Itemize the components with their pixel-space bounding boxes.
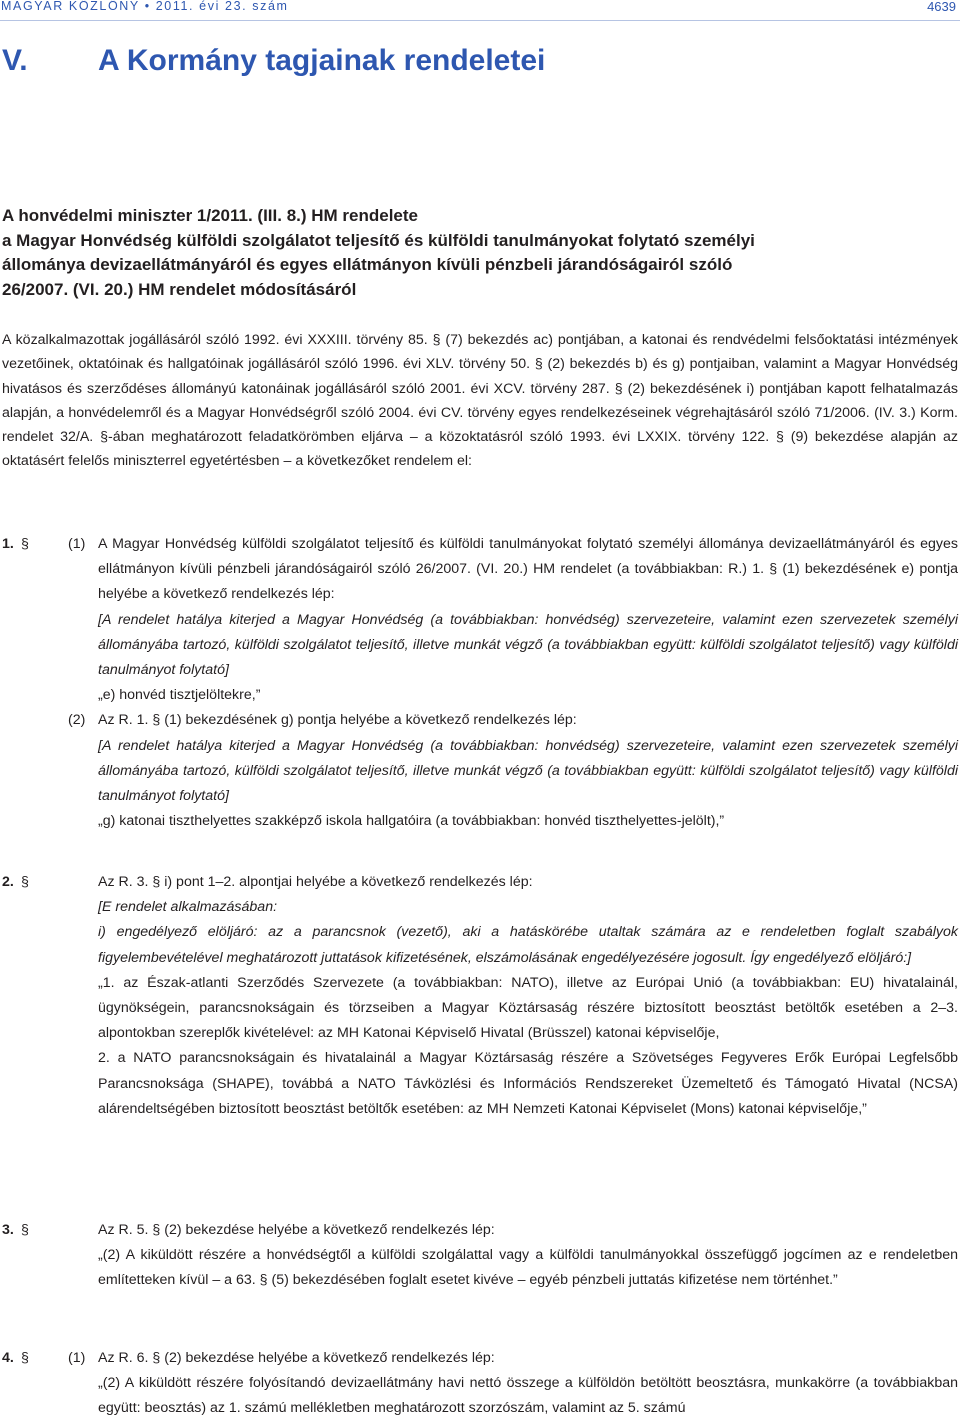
amendment-context: [A rendelet hatálya kiterjed a Magyar Honvédség (a továbbiakban: honvédség) szervezeteire, valamint ezen szervezetek személyi állományába tartozó, külföldi szolgálatot teljesítő, illetve munkát végző (a továbbiakban együtt: külföldi szolgálatot teljesítő) vagy külföldi tanulmányot folytató]: [98, 737, 958, 805]
section-title: A Kormány tagjainak rendeletei: [98, 44, 546, 77]
article-4-body: [98, 1346, 958, 1422]
page-number: 4639: [927, 0, 956, 14]
section-symbol: §: [21, 1350, 29, 1366]
section-symbol: §: [21, 874, 29, 890]
amendment-context: i) engedélyező elöljáró: az a parancsnok (vezető), aki a hatáskörébe utaltak számára az e rendeletben foglalt szabályok figyelembevételével meghatározott juttatások kifizetésének, elszámolásának engedélyezésére jogosult. Így engedélyező elöljáró:]: [98, 924, 958, 966]
article-2-body: [98, 870, 958, 1122]
paragraph-number: (1): [68, 536, 86, 552]
amendment-instruction: Az R. 5. § (2) bekezdése helyébe a következő rendelkezés lép:: [98, 1222, 495, 1238]
decree-title-line: a Magyar Honvédség külföldi szolgálatot teljesítő és külföldi tanulmányokat folytató személyi: [2, 230, 755, 250]
article-3: [2, 1218, 958, 1294]
preamble: A közalkalmazottak jogállásáról szóló 1992. évi XXXIII. törvény 85. § (7) bekezdés ac) pontjában, a katonai és rendvédelmi felsőoktatási intézmények vezetőinek, oktatóinak és hallgatóinak jogállásáról szóló 1996. évi XLV. törvény 50. § (2) bekezdés b) és g) pontjaiban, valamint a Magyar Honvédség hivatásos és szerződéses állományú katonáinak jogállásáról szóló 2001. évi XCV. törvény 287. § (2) bekezdésének i) pontjában kapott felhatalmazás alapján, a honvédelemről és a Magyar Honvédségről szóló 2004. évi CV. törvény egyes rendelkezéseinek végrehajtásáról szóló 71/2006. (IV. 3.) Korm. rendelet 32/A. §-ában meghatározott feladatkörömben eljárva – a közoktatásról szóló 1993. évi LXXIX. törvény 122. § (9) bekezdése alapján az oktatásért felelős miniszterrel egyetértésben – a következőket rendelem el:: [2, 332, 958, 470]
amendment-context: [E rendelet alkalmazásában:: [98, 899, 278, 916]
decree-title-line: állománya devizaellátmányáról és egyes ellátmányon kívüli pénzbeli járandóságairól szóló: [2, 255, 733, 274]
decree-title: [2, 204, 946, 302]
amendment-instruction: Az R. 6. § (2) bekezdése helyébe a következő rendelkezés lép:: [98, 1350, 495, 1366]
amendment-instruction: A Magyar Honvédség külföldi szolgálatot teljesítő és külföldi tanulmányokat folytató személyi állománya devizaellátmányáról és egyes ellátmányon kívüli pénzbeli járandóságairól szóló 26/2007. (VI. 20.) HM rendelet (a továbbiakban: R.) 1. § (1) bekezdésének e) pontja helyébe a következő rendelkezés lép:: [98, 536, 958, 603]
journal-running-head: MAGYAR KÖZLÖNY • 2011. évi 23. szám: [1, 0, 289, 13]
decree-title-line: A honvédelmi miniszter 1/2011. (III. 8.) HM rendelete: [2, 206, 419, 225]
amendment-new-text: „g) katonai tiszthelyettes szakképző iskola hallgatóira (a továbbiakban: honvéd tiszthelyettes-jelölt),”: [98, 813, 725, 830]
amendment-new-text: 2. a NATO parancsnokságain és hivatalainál a Magyar Köztársaság részére a Szövetséges Fegyveres Erők Európai Legfelsőbb Parancsnoksága (SHAPE), továbbá a NATO Távközlési és Információs Rendszereket Üzemeltető és Támogató Hivatal (NCSA) alárendeltségében biztosított beosztást betöltők esetében: az MH Nemzeti Katonai Képviselet (Mons) katonai képviselője,”: [98, 1050, 958, 1117]
section-heading: [2, 44, 545, 78]
header-divider: [0, 20, 960, 21]
amendment-new-text: „1. az Észak-atlanti Szerződés Szervezete (a továbbiakban: NATO), illetve az Európai Unió (a továbbiakban: EU) hivatalainál, ügynökségein, parancsnokságain és törzseiben a Magyar Köztársaság részére biztosított beosztást betöltők esetében a 2–3. alpontokban szereplők kivételével: az MH Katonai Képviselő Hivatal (Brüsszel) katonai képviselője,: [98, 974, 958, 1042]
article-1-body-2: [98, 708, 958, 834]
article-number: 1.: [2, 536, 14, 552]
article-4: [2, 1346, 958, 1422]
section-number: V.: [2, 44, 28, 77]
amendment-new-text: „(2) A kiküldött részére a honvédségtől a külföldi szolgálattal vagy a külföldi tanulmányokkal összefüggő jogcímen az e rendeletben említetteken kívül – a 63. § (5) bekezdésében foglalt esetet kivéve – egyéb pénzbeli juttatás kifizetése nem történhet.”: [98, 1247, 958, 1289]
section-symbol: §: [21, 1222, 29, 1238]
article-3-body: [98, 1218, 958, 1294]
article-number: 3.: [2, 1222, 14, 1238]
article-1-body: [98, 532, 958, 708]
amendment-new-text: „(2) A kiküldött részére folyósítandó devizaellátmány havi nettó összege a külföldön betöltött beosztásra, munkakörre (a továbbiakban együtt: beosztás) az 1. számú mellékletben meghatározott szorzószám, valamint az 5. számú: [98, 1375, 958, 1417]
amendment-instruction: Az R. 1. § (1) bekezdésének g) pontja helyébe a következő rendelkezés lép:: [98, 712, 577, 729]
amendment-instruction: Az R. 3. § i) pont 1–2. alpontjai helyébe a következő rendelkezés lép:: [98, 874, 533, 890]
paragraph-number: (1): [68, 1350, 86, 1366]
decree-title-line: 26/2007. (VI. 20.) HM rendelet módosításáról: [2, 279, 357, 299]
paragraph-number: (2): [68, 712, 86, 728]
article-1: [2, 532, 958, 834]
amendment-context: [A rendelet hatálya kiterjed a Magyar Honvédség (a továbbiakban: honvédség) szervezeteire, valamint ezen szervezetek személyi állományába tartozó, külföldi szolgálatot teljesítő, illetve munkát végző (a továbbiakban együtt: külföldi szolgálatot teljesítő) vagy külföldi tanulmányot folytató]: [98, 611, 958, 679]
page-header: [0, 0, 960, 14]
article-number: 2.: [2, 874, 14, 890]
amendment-new-text: „e) honvéd tisztjelöltekre,”: [98, 687, 261, 704]
article-number: 4.: [2, 1350, 14, 1366]
section-symbol: §: [21, 536, 29, 552]
article-2: [2, 870, 958, 1122]
